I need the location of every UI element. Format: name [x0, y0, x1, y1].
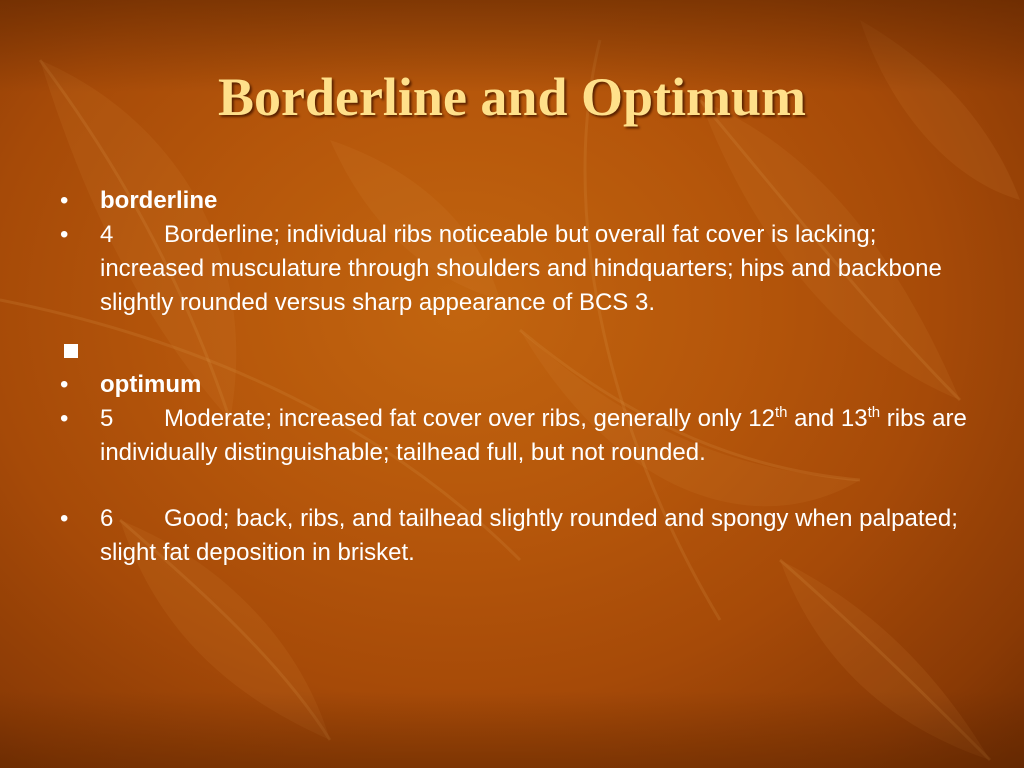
- bcs-description: Good; back, ribs, and tailhead slightly rounded and spongy when palpated; slight fat deposition in brisket.: [100, 505, 958, 566]
- ordinal-suffix: th: [774, 404, 788, 421]
- bullet-icon: •: [60, 221, 69, 248]
- bcs-number: 6: [100, 505, 114, 532]
- square-bullet-icon: [64, 344, 78, 358]
- bullet-icon: •: [60, 405, 69, 432]
- list-item-borderline-heading: [58, 184, 968, 218]
- bcs-description-part-b: and 13: [787, 405, 868, 432]
- section-heading: optimum: [100, 371, 202, 398]
- list-item-optimum-heading: [58, 368, 968, 402]
- bcs-description-part-a: Moderate; increased fat cover over ribs, generally only 12: [164, 405, 775, 432]
- bullet-icon: •: [60, 505, 69, 532]
- bcs-description-part-c: ribs are individually distinguishable; tailhead full, but not rounded.: [100, 405, 967, 466]
- bullet-icon: •: [60, 187, 69, 214]
- bullet-icon: •: [60, 371, 69, 398]
- ordinal-suffix: th: [867, 404, 881, 421]
- list-item-bcs-4: [58, 218, 968, 320]
- slide-body: [58, 184, 968, 570]
- bcs-description: Borderline; individual ribs noticeable but overall fat cover is lacking; increased musculature through shoulders and hindquarters; hips and backbone slightly rounded versus sharp appearance of BCS 3.: [100, 221, 942, 316]
- list-item-bcs-5: [58, 402, 968, 470]
- bcs-number: 4: [100, 221, 114, 248]
- section-heading: borderline: [100, 187, 218, 214]
- slide-title: Borderline and Optimum: [217, 67, 807, 127]
- bcs-number: 5: [100, 405, 114, 432]
- list-item-bcs-6: [58, 502, 968, 570]
- list-item-empty: [58, 334, 968, 368]
